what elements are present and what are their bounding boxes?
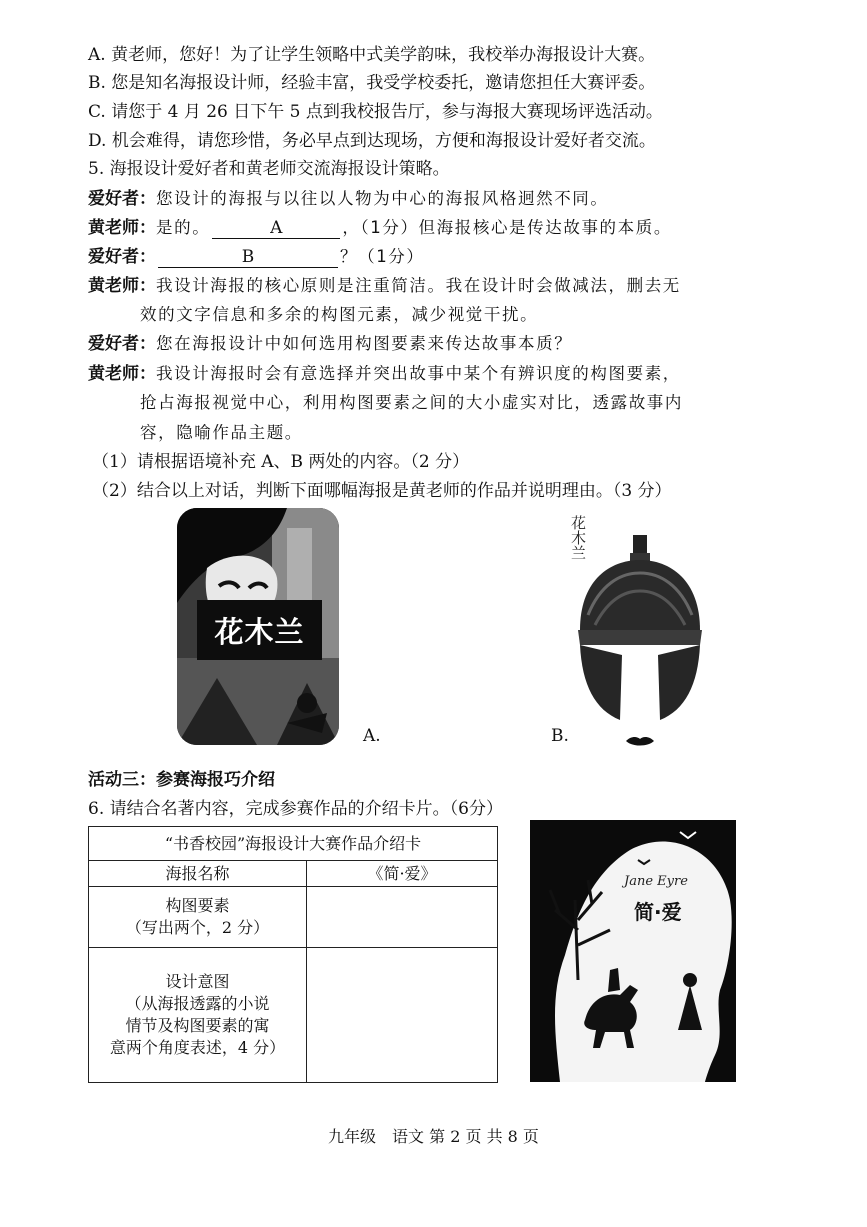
option-b: B. 您是知名海报设计师，经验丰富，我受学校委托，邀请您担任大赛评委。 (88, 73, 656, 93)
speaker-fan: 爱好者： (88, 189, 156, 209)
poster-je-art (530, 820, 736, 1082)
q6-prompt: 6. 请结合名著内容，完成参赛作品的介绍卡片。（6分） (88, 799, 503, 819)
speaker-huang: 黄老师： (88, 218, 156, 238)
dialogue-text: 您设计的海报与以往以人物为中心的海报风格迥然不同。 (156, 189, 609, 208)
blank-b[interactable]: B (158, 247, 338, 268)
poster-b-seal: 花木兰 (569, 515, 587, 560)
dialogue-3 (88, 245, 425, 269)
dialogue-text: ？（1分） (340, 247, 425, 266)
dialogue-text: 我设计海报的核心原则是注重简洁。我在设计时会做减法，删去无 (156, 276, 681, 295)
card-label-text: （从海报透露的小说 (125, 994, 270, 1013)
speaker-fan: 爱好者： (88, 247, 156, 267)
dialogue-4-cont: 效的文字信息和多余的构图元素，减少视觉干扰。 (140, 305, 539, 324)
dialogue-1 (88, 187, 609, 211)
card-label-text: 情节及构图要素的寓 (125, 1016, 270, 1035)
poster-b-label: B. (551, 726, 569, 746)
dialogue-2 (88, 216, 672, 240)
card-answer-intent[interactable] (307, 948, 498, 1083)
poster-b-helmet (560, 515, 720, 755)
poster-a-mulan (177, 508, 339, 745)
dialogue-text: 是的。 (156, 218, 211, 237)
poster-a-label: A. (363, 726, 381, 746)
q5-sub1: （1）请根据语境补充 A、B 两处的内容。（2 分） (92, 452, 470, 472)
dialogue-text: ，（1分）但海报核心是传达故事的本质。 (342, 218, 672, 237)
q5-title: 5. 海报设计爱好者和黄老师交流海报设计策略。 (88, 159, 450, 179)
dialogue-4 (88, 274, 681, 298)
blank-a[interactable]: A (212, 218, 340, 239)
option-c: C. 请您于 4 月 26 日下午 5 点到我校报告厅，参与海报大赛现场评选活动。 (88, 102, 663, 122)
option-d: D. 机会难得，请您珍惜，务必早点到达现场，方便和海报设计爱好者交流。 (88, 131, 656, 151)
card-value-poster-name: 《简·爱》 (307, 861, 498, 887)
dialogue-text: 我设计海报时会有意选择并突出故事中某个有辨识度的构图要素， (156, 364, 681, 383)
option-a: A. 黄老师，您好！为了让学生领略中式美学韵味，我校举办海报设计大赛。 (88, 45, 656, 65)
card-label-text: 设计意图 (165, 972, 230, 991)
poster-a-title: 花木兰 (214, 614, 305, 649)
intro-card-table (88, 826, 498, 1083)
page-footer: 九年级 语文 第 2 页 共 8 页 (328, 1127, 539, 1146)
poster-je-english-title: Jane Eyre (624, 874, 688, 889)
dialogue-5 (88, 332, 572, 356)
card-label-poster-name: 海报名称 (89, 861, 307, 887)
dialogue-6-cont-1: 抢占海报视觉中心，利用构图要素之间的大小虚实对比，透露故事内 (140, 393, 683, 412)
card-label-text: 意两个角度表述，4 分） (109, 1038, 286, 1057)
poster-je-chinese-title: 简·爱 (634, 900, 682, 924)
card-label-text: 构图要素 (165, 896, 230, 915)
card-answer-elements[interactable] (307, 887, 498, 948)
card-label-intent (89, 948, 307, 1083)
dialogue-6 (88, 362, 681, 386)
card-label-elements (89, 887, 307, 948)
poster-jane-eyre (530, 820, 736, 1082)
dialogue-text: 您在海报设计中如何选用构图要素来传达故事本质？ (156, 334, 573, 353)
activity3-heading: 活动三：参赛海报巧介绍 (88, 770, 275, 790)
q5-sub2: （2）结合以上对话，判断下面哪幅海报是黄老师的作品并说明理由。（3 分） (92, 481, 672, 501)
speaker-fan: 爱好者： (88, 334, 156, 354)
card-title: “书香校园”海报设计大赛作品介绍卡 (89, 827, 498, 861)
card-label-text: （写出两个，2 分） (125, 918, 270, 937)
poster-a-title-box (197, 600, 322, 660)
dialogue-6-cont-2: 容，隐喻作品主题。 (140, 423, 303, 442)
speaker-huang: 黄老师： (88, 364, 156, 384)
speaker-huang: 黄老师： (88, 276, 156, 296)
